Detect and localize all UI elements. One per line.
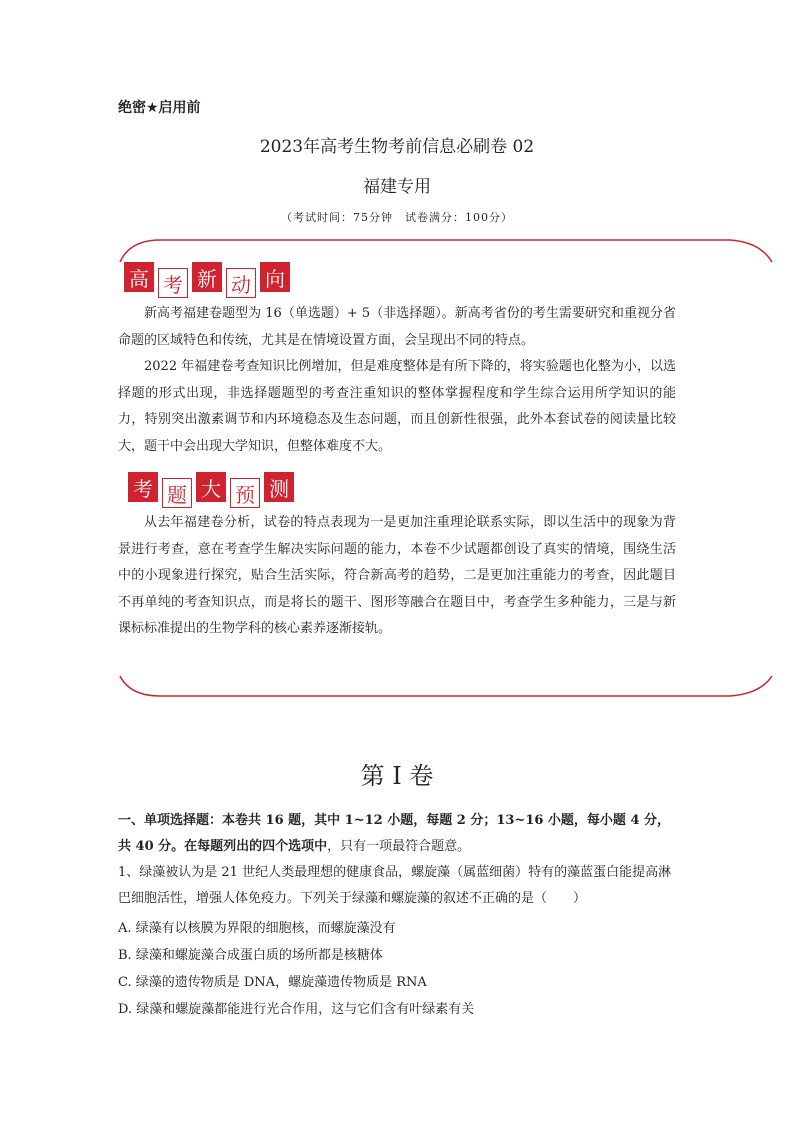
question-1-stem: 1、绿藻被认为是 21 世纪人类最理想的健康食品，螺旋藻（属蓝细菌）特有的藻蓝蛋白能提高淋巴细胞活性，增强人体免疫力。下列关于绿藻和螺旋藻的叙述不正确的是（ ）: [118, 865, 672, 906]
question-1-option-a: A. 绿藻有以核膜为界限的细胞核，而螺旋藻没有: [118, 921, 396, 936]
banner2-char: 大: [196, 472, 226, 502]
intro-paragraph-2: 2022 年福建卷考查知识比例增加，但是难度整体是有所下降的，将实验题也化整为小，以选择题的形式出现，非选择题题型的考查注重知识的整体掌握程度和学生综合运用所学知识的能力，特别突出激素调节和内环境稳态及生态问题，而且创新性很强，此外本套试卷的阅读量比较大，题干中会出现大学知识，但整体难度不大。: [118, 359, 676, 454]
banner2-char: 考: [128, 472, 158, 502]
confidential-label: 绝密★启用前: [118, 100, 201, 116]
banner2-char: 预: [230, 478, 260, 508]
banner-gaokao-xindongxiang: [124, 262, 294, 298]
page-subtitle: 福建专用: [363, 177, 431, 197]
banner2-char: 题: [162, 478, 192, 508]
question-1-option-d: D. 绿藻和螺旋藻都能进行光合作用，这与它们含有叶绿素有关: [118, 1002, 475, 1017]
instr-bold-2: 四个选项中: [262, 839, 328, 854]
section-instructions: [118, 808, 676, 860]
exam-info: （考试时间：75分钟 试卷满分：100分）: [281, 211, 513, 224]
banner1-char: 高: [124, 262, 154, 292]
frame-top-curve: [120, 240, 772, 262]
banner1-char: 向: [260, 262, 290, 292]
intro-paragraph-1: 新高考福建卷题型为 16（单选题）+ 5（非选择题）。新高考省份的考生需要研究和重视分省命题的区域特色和传统，尤其是在情境设置方面，会呈现出不同的特点。: [118, 306, 676, 348]
frame-bottom-curve: [120, 676, 772, 696]
section-title: 第 I 卷: [360, 762, 434, 790]
banner2-char: 测: [264, 472, 294, 502]
banner1-char: 动: [226, 268, 256, 298]
banner1-char: 考: [158, 268, 188, 298]
instr-tail: ，只有一项最符合题意。: [327, 839, 471, 854]
intro-paragraph-3: 从去年福建卷分析，试卷的特点表现为一是更加注重理论联系实际，即以生活中的现象为背景进行考查，意在考查学生解决实际问题的能力，本卷不少试题都创设了真实的情境，围绕生活中的小现象进行探究，贴合生活实际，符合新高考的趋势，二是更加注重能力的考查，因此题目不再单纯的考查知识点，而是将长的题干、图形等融合在题目中，考查学生多种能力，三是与新课标标准提出的生物学科的核心素养逐渐接轨。: [118, 515, 676, 636]
question-1-option-b: B. 绿藻和螺旋藻合成蛋白质的场所都是核糖体: [118, 948, 383, 963]
instr-bold-1: 本卷共 16 题，其中 1~12 小题，每题 2 分；13~16 小题，每小题 4 分，共 40 分。在每题列出的: [118, 813, 671, 854]
banner-kaoti-dayuce: [128, 472, 298, 508]
instr-lead: 一、单项选择题：: [118, 813, 223, 828]
page-title: 2023年高考生物考前信息必刷卷 02: [259, 137, 535, 157]
question-1-option-c: C. 绿藻的遗传物质是 DNA，螺旋藻遗传物质是 RNA: [118, 975, 427, 990]
banner1-char: 新: [192, 262, 222, 292]
